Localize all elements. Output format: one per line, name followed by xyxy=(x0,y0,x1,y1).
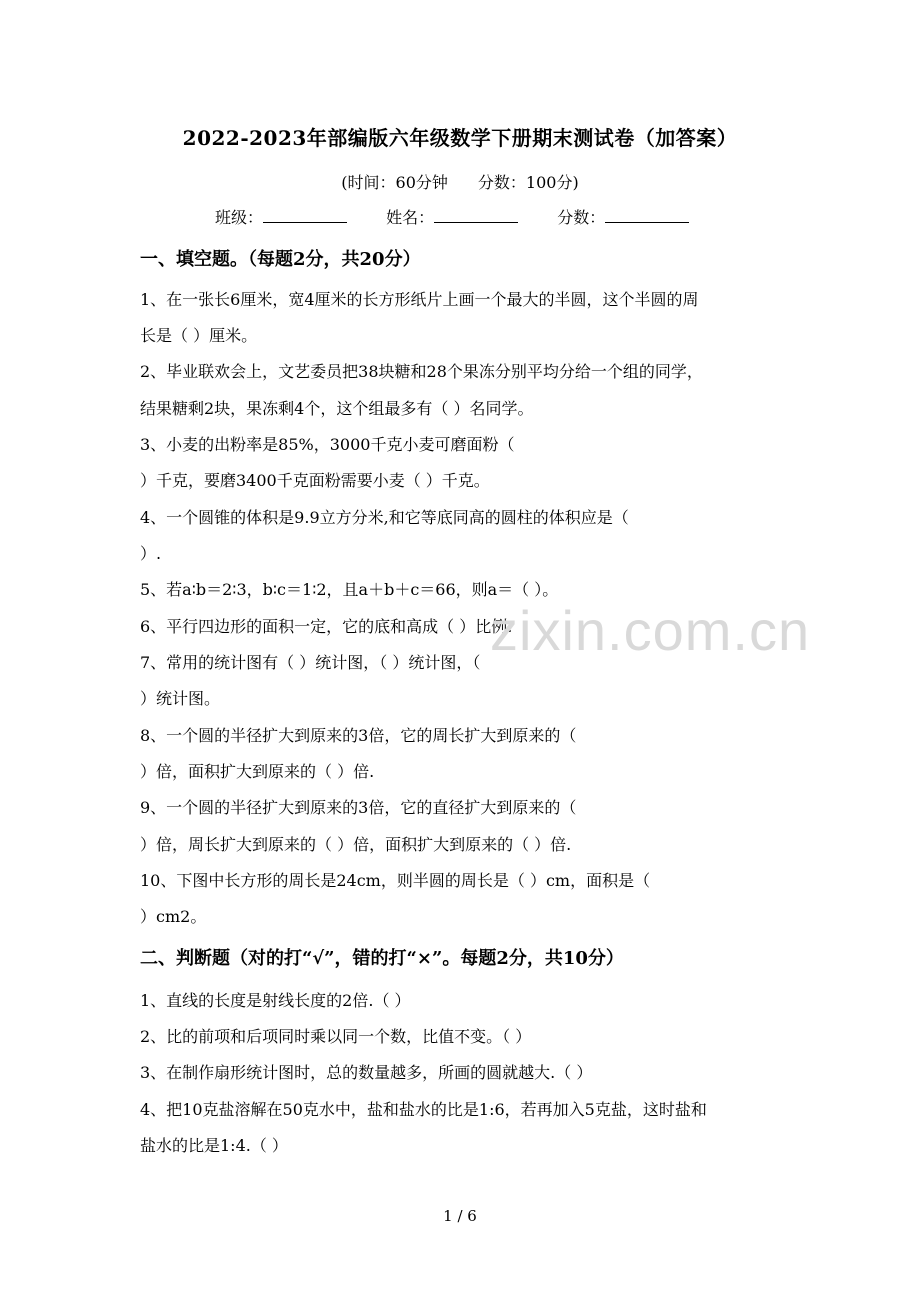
score-label: 分数： xyxy=(557,208,606,227)
class-blank[interactable] xyxy=(263,206,347,223)
exam-meta xyxy=(0,170,920,193)
question-line: 长是（ ）厘米。 xyxy=(140,326,258,345)
watermark: zixin.com.cn xyxy=(490,599,811,662)
name-label: 姓名： xyxy=(386,208,435,227)
question-line: 3、小麦的出粉率是85%，3000千克小麦可磨面粉（ xyxy=(140,435,515,454)
name-blank[interactable] xyxy=(434,206,518,223)
score-field xyxy=(557,205,689,228)
question-line: 5、若a∶b＝2∶3，b∶c＝1∶2，且a＋b＋c＝66，则a＝（ ）。 xyxy=(140,580,559,599)
question-line: ）倍，面积扩大到原来的（ ）倍. xyxy=(140,762,375,781)
exam-time: (时间：60分钟 xyxy=(341,173,448,192)
name-field xyxy=(386,205,518,228)
question-line: 4、一个圆锥的体积是9.9立方分米,和它等底同高的圆柱的体积应是（ xyxy=(140,508,629,527)
question-line: 2、毕业联欢会上，文艺委员把38块糖和28个果冻分别平均分给一个组的同学， xyxy=(140,362,703,381)
question-line: 结果糖剩2块，果冻剩4个，这个组最多有（ ）名同学。 xyxy=(140,399,534,418)
question-line: 9、一个圆的半径扩大到原来的3倍，它的直径扩大到原来的（ xyxy=(140,798,577,817)
question-line: 盐水的比是1:4.（ ） xyxy=(140,1136,288,1155)
section-1-heading: 一、填空题。（每题2分，共20分） xyxy=(140,249,421,270)
class-label: 班级： xyxy=(215,208,264,227)
question-line: 6、平行四边形的面积一定，它的底和高成（ ）比例. xyxy=(140,617,513,636)
score-blank[interactable] xyxy=(605,206,689,223)
question-line: ）千克，要磨3400千克面粉需要小麦（ ）千克。 xyxy=(140,471,490,490)
question-line: 1、在一张长6厘米，宽4厘米的长方形纸片上画一个最大的半圆，这个半圆的周 xyxy=(140,290,699,309)
question-line: ）. xyxy=(140,544,162,563)
question-line: 1、直线的长度是射线长度的2倍.（ ） xyxy=(140,991,411,1010)
question-line: ）cm2。 xyxy=(140,907,207,926)
student-info-row xyxy=(215,205,723,228)
page-number: 1 / 6 xyxy=(443,1207,477,1225)
section-2-heading: 二、判断题（对的打“√”，错的打“×”。每题2分，共10分） xyxy=(140,948,624,969)
page-title: 2022-2023年部编版六年级数学下册期末测试卷（加答案） xyxy=(182,126,738,150)
question-line: 3、在制作扇形统计图时，总的数量越多，所画的圆就越大.（ ） xyxy=(140,1063,593,1082)
class-field xyxy=(215,205,347,228)
question-line: 8、一个圆的半径扩大到原来的3倍，它的周长扩大到原来的（ xyxy=(140,726,577,745)
question-line: ）统计图。 xyxy=(140,689,221,708)
question-line: 2、比的前项和后项同时乘以同一个数，比值不变。（ ） xyxy=(140,1027,532,1046)
question-line: 4、把10克盐溶解在50克水中，盐和盐水的比是1:6，若再加入5克盐，这时盐和 xyxy=(140,1100,707,1119)
question-line: 7、常用的统计图有（ ）统计图，（ ）统计图，（ xyxy=(140,653,481,672)
question-line: 10、下图中长方形的周长是24cm，则半圆的周长是（ ）cm，面积是（ xyxy=(140,871,651,890)
question-line: ）倍，周长扩大到原来的（ ）倍，面积扩大到原来的（ ）倍. xyxy=(140,835,572,854)
exam-total-score: 分数：100分) xyxy=(477,173,579,192)
